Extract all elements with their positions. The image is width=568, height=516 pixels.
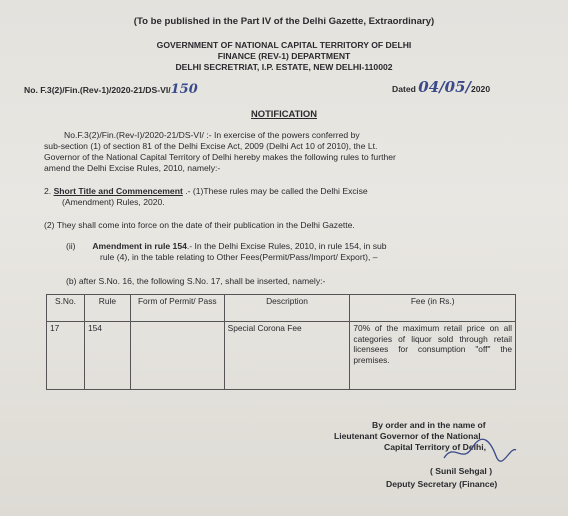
section-2-heading: Short Title and Commencement xyxy=(53,186,183,196)
reference-number-prefix: No. F.3(2)/Fin.(Rev-1)/2020-21/DS-VI/ xyxy=(24,85,171,95)
section-2-text: .- (1)These rules may be called the Delhi Excise xyxy=(185,186,368,196)
department-name: FINANCE (REV-1) DEPARTMENT xyxy=(217,51,351,61)
header-sno: S.No. xyxy=(47,295,85,322)
signature-line-3: Capital Territory of Delhi, xyxy=(384,442,487,452)
header-form: Form of Permit/ Pass xyxy=(130,295,224,322)
intro-line-2: sub-section (1) of section 81 of the Delhi Excise Act, 2009 (Delhi Act 10 of 2010), the Lt. xyxy=(44,141,378,151)
handwritten-signature-icon xyxy=(440,436,520,466)
date-year: 2020 xyxy=(471,84,491,94)
dated-line xyxy=(392,78,491,96)
section-2-line-2: (Amendment) Rules, 2020. xyxy=(62,197,165,207)
notification-title: NOTIFICATION xyxy=(251,108,317,119)
dated-label: Dated xyxy=(392,84,416,94)
intro-line-4: amend the Delhi Excise Rules, 2010, namely:- xyxy=(44,163,221,173)
fee-table xyxy=(46,294,516,390)
publish-note: (To be published in the Part IV of the Delhi Gazette, Extraordinary) xyxy=(133,16,435,27)
header-rule: Rule xyxy=(84,295,130,322)
cell-description: Special Corona Fee xyxy=(224,322,350,390)
cell-fee: 70% of the maximum retail price on all categories of liquor sold through retail licensees for consumption "off" the premises. xyxy=(350,322,516,390)
table-row xyxy=(47,322,516,390)
amendment-number: (ii) xyxy=(66,241,76,251)
amendment-heading: Amendment in rule 154 xyxy=(92,241,187,251)
section-2-subclause-2: (2) They shall come into force on the date of their publication in the Delhi Gazette. xyxy=(44,220,355,230)
handwritten-date: 04/05/ xyxy=(418,78,471,96)
signature-line-1: By order and in the name of xyxy=(372,420,486,430)
section-2-line-1 xyxy=(44,186,368,197)
cell-sno: 17 xyxy=(47,322,85,390)
signatory-name: ( Sunil Sehgal ) xyxy=(430,466,493,476)
intro-line-1: No.F.3(2)/Fin.(Rev-I)/2020-21/DS-VI/ :- In exercise of the powers conferred by xyxy=(64,130,360,140)
amendment-sub-b: (b) after S.No. 16, the following S.No. 17, shall be inserted, namely:- xyxy=(66,276,326,286)
section-2-number: 2. xyxy=(44,186,52,196)
table-header-row xyxy=(47,295,516,322)
handwritten-number: 150 xyxy=(170,82,198,97)
header-description: Description xyxy=(224,295,350,322)
department-address: DELHI SECRETRIAT, I.P. ESTATE, NEW DELHI-110002 xyxy=(175,62,393,72)
reference-number xyxy=(24,84,198,96)
cell-form xyxy=(130,322,224,390)
header-fee: Fee (in Rs.) xyxy=(350,295,516,322)
signatory-designation: Deputy Secretary (Finance) xyxy=(386,479,498,489)
amendment-line-1 xyxy=(66,241,387,252)
government-name: GOVERNMENT OF NATIONAL CAPITAL TERRITORY OF DELHI xyxy=(156,40,412,50)
intro-line-3: Governor of the National Capital Territory of Delhi hereby makes the following rules to further xyxy=(44,152,396,162)
signature-line-2: Lieutenant Governor of the National xyxy=(334,431,481,441)
cell-rule: 154 xyxy=(84,322,130,390)
amendment-text: .- In the Delhi Excise Rules, 2010, in rule 154, in sub xyxy=(186,241,387,251)
amendment-line-2: rule (4), in the table relating to Other Fees(Permit/Pass/Import/ Export), – xyxy=(100,252,378,262)
